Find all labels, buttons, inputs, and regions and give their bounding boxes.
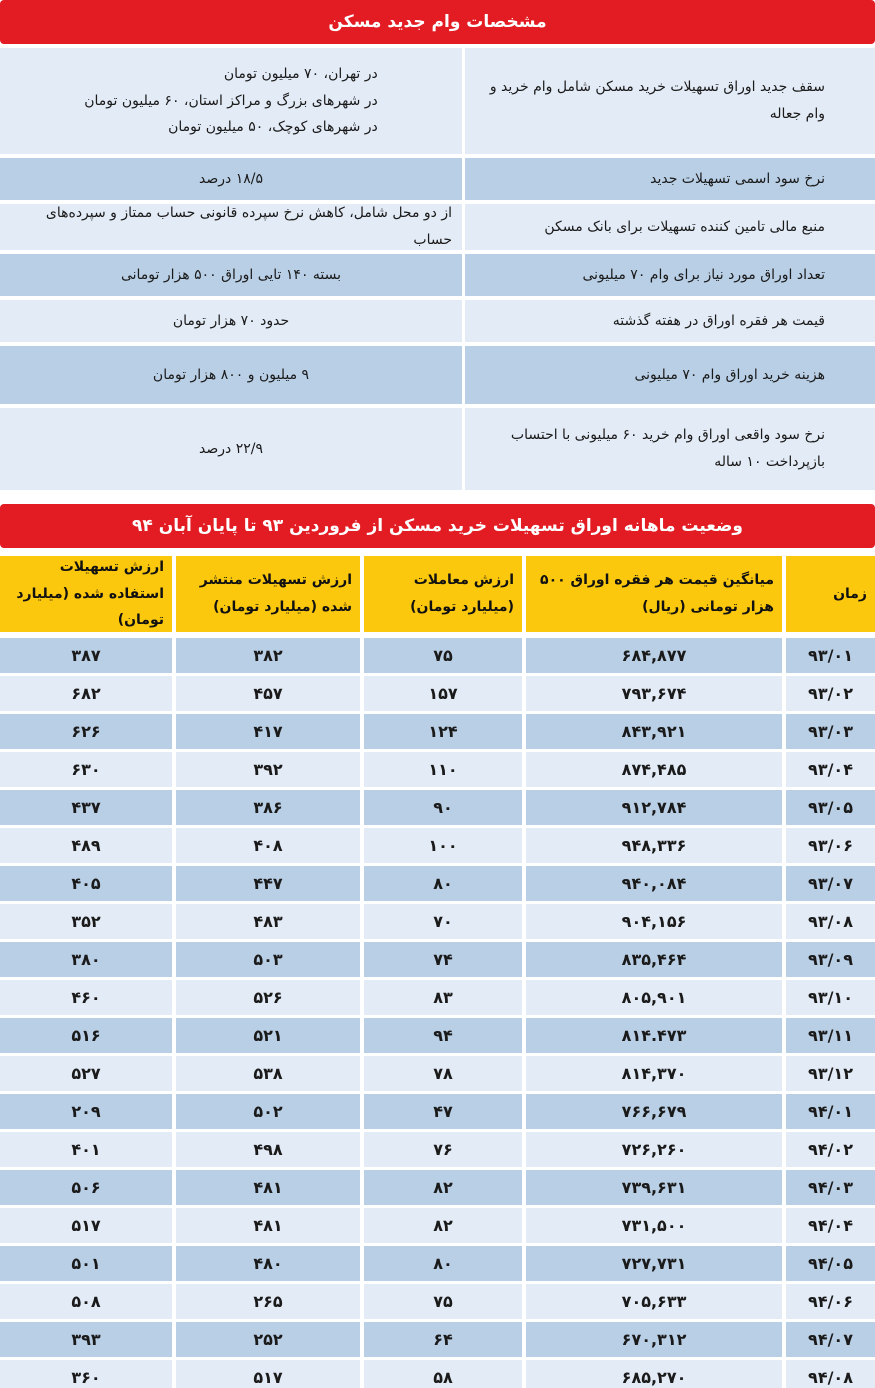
table-cell: ۴۷ — [364, 1094, 522, 1129]
table-cell: ۶۲۶ — [0, 714, 172, 749]
table-row — [0, 1018, 875, 1053]
table-cell: ۷۴ — [364, 942, 522, 977]
table-cell: ۴۶۰ — [0, 980, 172, 1015]
table-cell: ۱۵۷ — [364, 676, 522, 711]
table-row — [0, 790, 875, 825]
spec-value-line: از دو محل شامل، کاهش نرخ سپرده قانونی حساب ممتاز و سپرده‌های حساب — [45, 205, 452, 248]
spec-row-label: هزینه خرید اوراق وام ۷۰ میلیونی — [465, 346, 875, 404]
table-cell: ۹۴ — [364, 1018, 522, 1053]
table-cell: ۵۰۲ — [176, 1094, 360, 1129]
table-row — [0, 1170, 875, 1205]
spec-row — [0, 300, 875, 342]
table-cell: ۹۴/۰۲ — [786, 1132, 875, 1167]
table-cell: ۷۳۹,۶۳۱ — [526, 1170, 782, 1205]
spec-value-line: بسته ۱۴۰ تایی اوراق ۵۰۰ هزار تومانی — [120, 266, 342, 283]
table-cell: ۶۸۵,۲۷۰ — [526, 1360, 782, 1388]
table-cell: ۹۳/۰۱ — [786, 638, 875, 673]
table-cell: ۷۵ — [364, 638, 522, 673]
table-row — [0, 638, 875, 673]
table-cell: ۴۰۵ — [0, 866, 172, 901]
table-cell: ۳۸۷ — [0, 638, 172, 673]
table-cell: ۳۸۶ — [176, 790, 360, 825]
table-cell: ۴۸۳ — [176, 904, 360, 939]
table-cell: ۵۱۷ — [176, 1360, 360, 1388]
spec-row-value — [0, 254, 462, 296]
table-cell: ۷۶۶,۶۷۹ — [526, 1094, 782, 1129]
spec-row-value — [0, 158, 462, 200]
spec-row-label: تعداد اوراق مورد نیاز برای وام ۷۰ میلیونی — [465, 254, 875, 296]
table-cell: ۵۳۸ — [176, 1056, 360, 1091]
table-cell: ۹۳/۰۶ — [786, 828, 875, 863]
table-cell: ۹۳/۰۲ — [786, 676, 875, 711]
table-row — [0, 904, 875, 939]
table-row — [0, 1246, 875, 1281]
table-cell: ۹۴/۰۶ — [786, 1284, 875, 1319]
table-cell: ۳۹۳ — [0, 1322, 172, 1357]
table-cell: ۹۳/۰۷ — [786, 866, 875, 901]
table-row — [0, 1094, 875, 1129]
table-cell: ۹۴/۰۳ — [786, 1170, 875, 1205]
table-row — [0, 752, 875, 787]
spec-row — [0, 158, 875, 200]
spec-row — [0, 204, 875, 250]
table-cell: ۴۸۱ — [176, 1208, 360, 1243]
table-cell: ۹۴۸,۳۳۶ — [526, 828, 782, 863]
table-cell: ۵۱۶ — [0, 1018, 172, 1053]
spec-row-value — [0, 204, 462, 250]
table-row — [0, 942, 875, 977]
table-cell: ۹۰۴,۱۵۶ — [526, 904, 782, 939]
spec-table-title: مشخصات وام جدید مسکن — [0, 0, 875, 44]
table-row — [0, 828, 875, 863]
table-cell: ۴۸۱ — [176, 1170, 360, 1205]
table-cell: ۹۳/۰۹ — [786, 942, 875, 977]
table-cell: ۹۳/۱۰ — [786, 980, 875, 1015]
table-cell: ۹۴/۰۸ — [786, 1360, 875, 1388]
table-row — [0, 980, 875, 1015]
table-cell: ۶۴ — [364, 1322, 522, 1357]
table-cell: ۴۸۰ — [176, 1246, 360, 1281]
table-cell: ۹۰ — [364, 790, 522, 825]
table-cell: ۵۲۷ — [0, 1056, 172, 1091]
table-cell: ۷۰۵,۶۳۳ — [526, 1284, 782, 1319]
table-row — [0, 1056, 875, 1091]
table-cell: ۴۵۷ — [176, 676, 360, 711]
spec-value-line: در شهرهای کوچک، ۵۰ میلیون تومان — [168, 119, 378, 136]
table-row — [0, 1360, 875, 1388]
table-cell: ۷۲۷,۷۳۱ — [526, 1246, 782, 1281]
table-cell: ۱۲۴ — [364, 714, 522, 749]
table-cell: ۸۲ — [364, 1208, 522, 1243]
spec-row-label: منبع مالی تامین کننده تسهیلات برای بانک مسکن — [465, 204, 875, 250]
table-cell: ۵۰۱ — [0, 1246, 172, 1281]
table-cell: ۱۱۰ — [364, 752, 522, 787]
table-cell: ۸۳۵,۴۶۴ — [526, 942, 782, 977]
table-cell: ۴۹۸ — [176, 1132, 360, 1167]
table-cell: ۹۳/۱۱ — [786, 1018, 875, 1053]
table-cell: ۹۳/۰۴ — [786, 752, 875, 787]
table-cell: ۲۰۹ — [0, 1094, 172, 1129]
table-cell: ۴۱۷ — [176, 714, 360, 749]
table-cell: ۸۲ — [364, 1170, 522, 1205]
spec-value-line: ۹ میلیون و ۸۰۰ هزار تومان — [152, 366, 310, 383]
stats-column-header: زمان — [786, 556, 875, 632]
spec-value-line: حدود ۷۰ هزار تومان — [172, 312, 290, 329]
table-cell: ۵۲۶ — [176, 980, 360, 1015]
table-cell: ۸۰ — [364, 866, 522, 901]
table-cell: ۳۸۰ — [0, 942, 172, 977]
table-cell: ۵۰۳ — [176, 942, 360, 977]
table-row — [0, 714, 875, 749]
table-cell: ۵۲۱ — [176, 1018, 360, 1053]
table-cell: ۶۸۴,۸۷۷ — [526, 638, 782, 673]
table-row — [0, 1284, 875, 1319]
spec-row-label: نرخ سود واقعی اوراق وام خرید ۶۰ میلیونی با احتساب بازپرداخت ۱۰ ساله — [465, 408, 875, 490]
table-cell: ۹۳/۰۵ — [786, 790, 875, 825]
table-cell: ۳۸۲ — [176, 638, 360, 673]
table-cell: ۹۱۲,۷۸۴ — [526, 790, 782, 825]
table-cell: ۹۴۰,۰۸۴ — [526, 866, 782, 901]
table-cell: ۷۵ — [364, 1284, 522, 1319]
table-row — [0, 1322, 875, 1357]
table-cell: ۳۹۲ — [176, 752, 360, 787]
spec-value-line: ۲۲/۹ درصد — [199, 440, 263, 457]
spec-value-line: در تهران، ۷۰ میلیون تومان — [223, 66, 378, 83]
table-row — [0, 1132, 875, 1167]
spec-row-value — [0, 346, 462, 404]
table-cell: ۹۳/۰۸ — [786, 904, 875, 939]
spec-row-label: قیمت هر فقره اوراق در هفته گذشته — [465, 300, 875, 342]
table-cell: ۹۴/۰۱ — [786, 1094, 875, 1129]
table-cell: ۶۳۰ — [0, 752, 172, 787]
table-cell: ۷۳۱,۵۰۰ — [526, 1208, 782, 1243]
table-cell: ۸۱۴,۳۷۰ — [526, 1056, 782, 1091]
table-cell: ۹۴/۰۷ — [786, 1322, 875, 1357]
table-cell: ۷۸ — [364, 1056, 522, 1091]
table-cell: ۹۳/۱۲ — [786, 1056, 875, 1091]
table-cell: ۴۴۷ — [176, 866, 360, 901]
spec-row-value — [0, 48, 462, 154]
stats-table-title: وضعیت ماهانه اوراق تسهیلات خرید مسکن از فروردین ۹۳ تا پایان آبان ۹۴ — [0, 504, 875, 548]
table-cell: ۷۹۳,۶۷۴ — [526, 676, 782, 711]
spec-row — [0, 48, 875, 154]
stats-table-header — [0, 556, 875, 632]
table-cell: ۷۲۶,۲۶۰ — [526, 1132, 782, 1167]
stats-column-header: ارزش تسهیلات استفاده شده (میلیارد تومان) — [0, 556, 172, 632]
spec-row-value — [0, 300, 462, 342]
table-cell: ۴۰۱ — [0, 1132, 172, 1167]
table-cell: ۲۶۵ — [176, 1284, 360, 1319]
table-cell: ۴۳۷ — [0, 790, 172, 825]
table-cell: ۳۶۰ — [0, 1360, 172, 1388]
table-cell: ۳۵۲ — [0, 904, 172, 939]
spec-row-label: سقف جدید اوراق تسهیلات خرید مسکن شامل وام خرید و وام جعاله — [465, 48, 875, 154]
table-cell: ۱۰۰ — [364, 828, 522, 863]
table-cell: ۹۴/۰۵ — [786, 1246, 875, 1281]
spec-row — [0, 346, 875, 404]
table-row — [0, 1208, 875, 1243]
table-cell: ۷۶ — [364, 1132, 522, 1167]
table-cell: ۸۷۴,۴۸۵ — [526, 752, 782, 787]
table-cell: ۹۳/۰۳ — [786, 714, 875, 749]
stats-column-header: ارزش معاملات (میلیارد تومان) — [364, 556, 522, 632]
spec-value-line: ۱۸/۵ درصد — [199, 170, 263, 187]
stats-column-header: میانگین قیمت هر فقره اوراق ۵۰۰ هزار تومانی (ریال) — [526, 556, 782, 632]
table-cell: ۵۸ — [364, 1360, 522, 1388]
spec-row-value — [0, 408, 462, 490]
table-cell: ۵۰۸ — [0, 1284, 172, 1319]
table-row — [0, 866, 875, 901]
table-cell: ۸۳ — [364, 980, 522, 1015]
table-cell: ۷۰ — [364, 904, 522, 939]
table-cell: ۸۰ — [364, 1246, 522, 1281]
table-cell: ۸۱۴.۴۷۳ — [526, 1018, 782, 1053]
table-cell: ۹۴/۰۴ — [786, 1208, 875, 1243]
table-cell: ۸۰۵,۹۰۱ — [526, 980, 782, 1015]
spec-row-label: نرخ سود اسمی تسهیلات جدید — [465, 158, 875, 200]
table-cell: ۴۸۹ — [0, 828, 172, 863]
table-cell: ۶۸۲ — [0, 676, 172, 711]
table-cell: ۲۵۲ — [176, 1322, 360, 1357]
spec-row — [0, 408, 875, 490]
table-cell: ۸۴۳,۹۲۱ — [526, 714, 782, 749]
spec-row — [0, 254, 875, 296]
table-cell: ۵۰۶ — [0, 1170, 172, 1205]
table-cell: ۶۷۰,۳۱۲ — [526, 1322, 782, 1357]
table-cell: ۴۰۸ — [176, 828, 360, 863]
spec-value-line: در شهرهای بزرگ و مراکز استان، ۶۰ میلیون تومان — [84, 92, 378, 109]
stats-column-header: ارزش تسهیلات منتشر شده (میلیارد تومان) — [176, 556, 360, 632]
table-cell: ۵۱۷ — [0, 1208, 172, 1243]
table-row — [0, 676, 875, 711]
